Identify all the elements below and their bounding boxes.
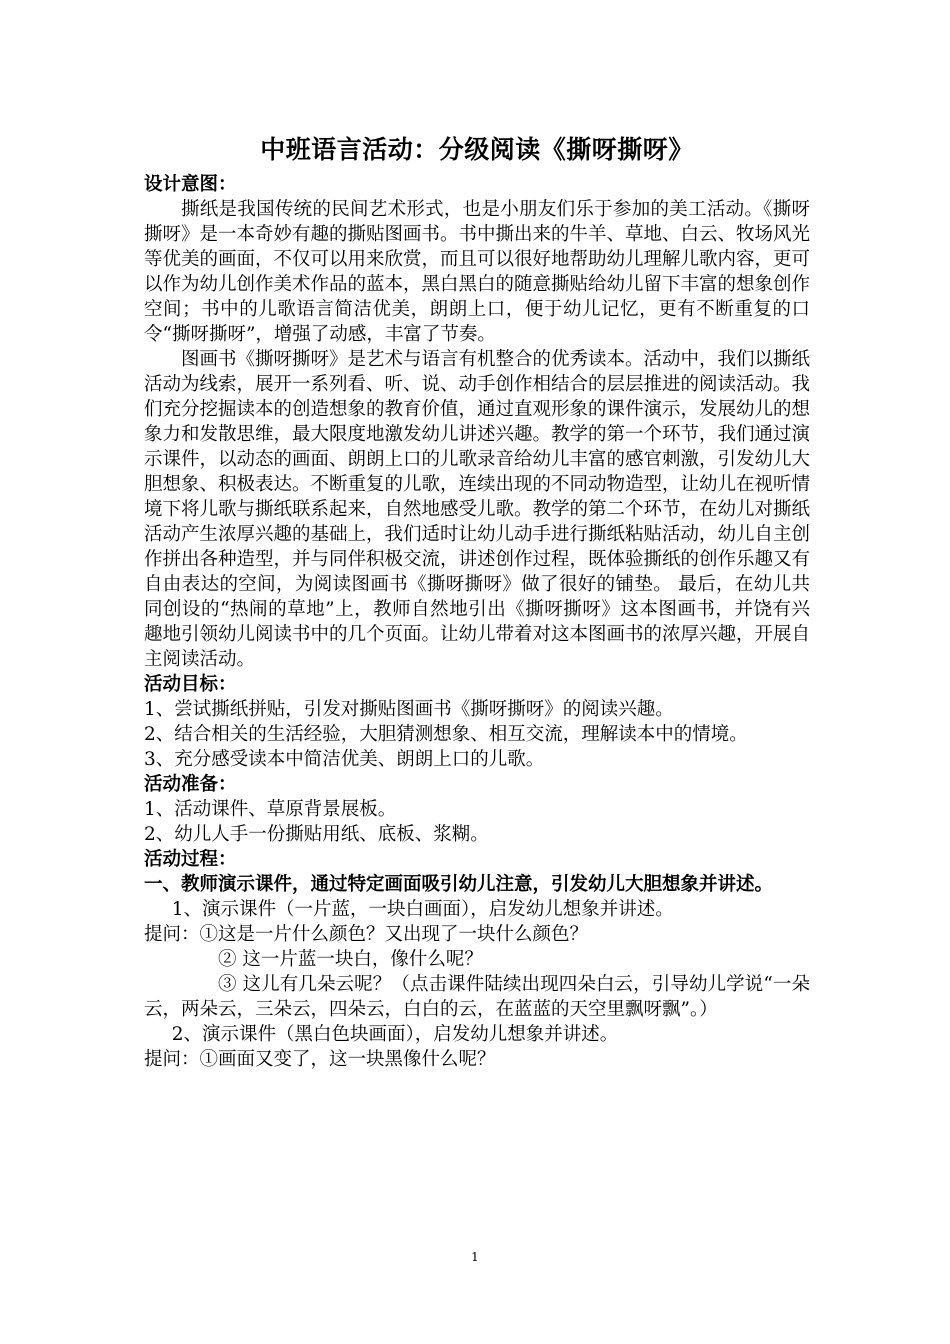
process-step-1-question-2: ② 这一片蓝一块白，像什么呢？ [218, 949, 483, 970]
design-intent-heading: 设计意图： [144, 174, 237, 195]
page-number: 1 [471, 1250, 479, 1264]
process-step-2-question-1: 提问：①画面又变了，这一块黑像什么呢？ [144, 1049, 496, 1070]
design-intent-paragraph-2: 图画书《撕呀撕呀》是艺术与语言有机整合的优秀读本。活动中，我们以撕纸活动为线索，展开一系列看、听、说、动手创作相结合的层层推进的阅读活动。我们充分挖掘读本的创造想象的教育价值，通过直观形象的课件演示，发展幼儿的想象力和发散思维，最大限度地激发幼儿讲述兴趣。教学的第一个环节，我们通过演示课件，以动态的画面、朗朗上口的儿歌录音给幼儿丰富的感官刺激，引发幼儿大胆想象、积极表达。不断重复的儿歌，连续出现的不同动物造型，让幼儿在视听情境下将儿歌与撕纸联系起来，自然地感受儿歌。教学的第二个环节，在幼儿对撕纸活动产生浓厚兴趣的基础上，我们适时让幼儿动手进行撕纸粘贴活动，幼儿自主创作拼出各种造型，并与同伴积极交流，讲述创作过程，既体验撕纸的创作乐趣又有自由表达的空间，为阅读图画书《撕呀撕呀》做了很好的铺垫。 最后，在幼儿共同创设的“热闹的草地”上，教师自然地引出《撕呀撕呀》这本图画书，并饶有兴趣地引领幼儿阅读书中的几个页面。让幼儿带着对这本图画书的浓厚兴趣，开展自主阅读活动。 [144, 349, 811, 670]
design-intent-paragraph-1: 撕纸是我国传统的民间艺术形式，也是小朋友们乐于参加的美工活动。《撕呀撕呀》是一本奇妙有趣的撕贴图画书。书中撕出来的牛羊、草地、白云、牧场风光等优美的画面，不仅可以用来欣赏，而且可以很好地帮助幼儿理解儿歌内容，更可以作为幼儿创作美术作品的蓝本，黑白黑白的随意撕贴给幼儿留下丰富的想象创作空间；书中的儿歌语言简洁优美，朗朗上口，便于幼儿记忆，更有不断重复的口令“撕呀撕呀”，增强了动感，丰富了节奏。 [144, 199, 811, 345]
document-title: 中班语言活动：分级阅读《撕呀撕呀》 [260, 135, 694, 164]
document-page [144, 130, 810, 1072]
preparation-item-1: 1、活动课件、草原背景展板。 [144, 799, 397, 820]
preparation-item-2: 2、幼儿人手一份撕贴用纸、底板、浆糊。 [144, 824, 489, 845]
process-step-1-question-3: ③ 这儿有几朵云呢？（点击课件陆续出现四朵白云，引导幼儿学说“一朵云，两朵云，三朵云，四朵云，白白的云，在蓝蓝的天空里飘呀飘”。） [144, 974, 810, 1020]
process-step-2: 2、演示课件（黑白色块画面），启发幼儿想象并讲述。 [171, 1024, 619, 1045]
goal-item-2: 2、结合相关的生活经验，大胆猜测想象、相互交流，理解读本中的情境。 [144, 724, 748, 745]
process-step-1: 1、演示课件（一片蓝，一块白画面），启发幼儿想象并讲述。 [171, 899, 674, 920]
goal-item-1: 1、尝试撕纸拼贴，引发对撕贴图画书《撕呀撕呀》的阅读兴趣。 [144, 699, 674, 720]
process-section-1-title: 一、教师演示课件，通过特定画面吸引幼儿注意，引发幼儿大胆想象并讲述。 [144, 874, 774, 895]
goals-heading: 活动目标： [144, 674, 237, 695]
process-heading: 活动过程： [144, 849, 237, 870]
preparation-heading: 活动准备： [144, 774, 237, 795]
goal-item-3: 3、充分感受读本中简洁优美、朗朗上口的儿歌。 [144, 749, 545, 770]
process-step-1-question-1: 提问：①这是一片什么颜色？又出现了一块什么颜色？ [144, 924, 589, 945]
